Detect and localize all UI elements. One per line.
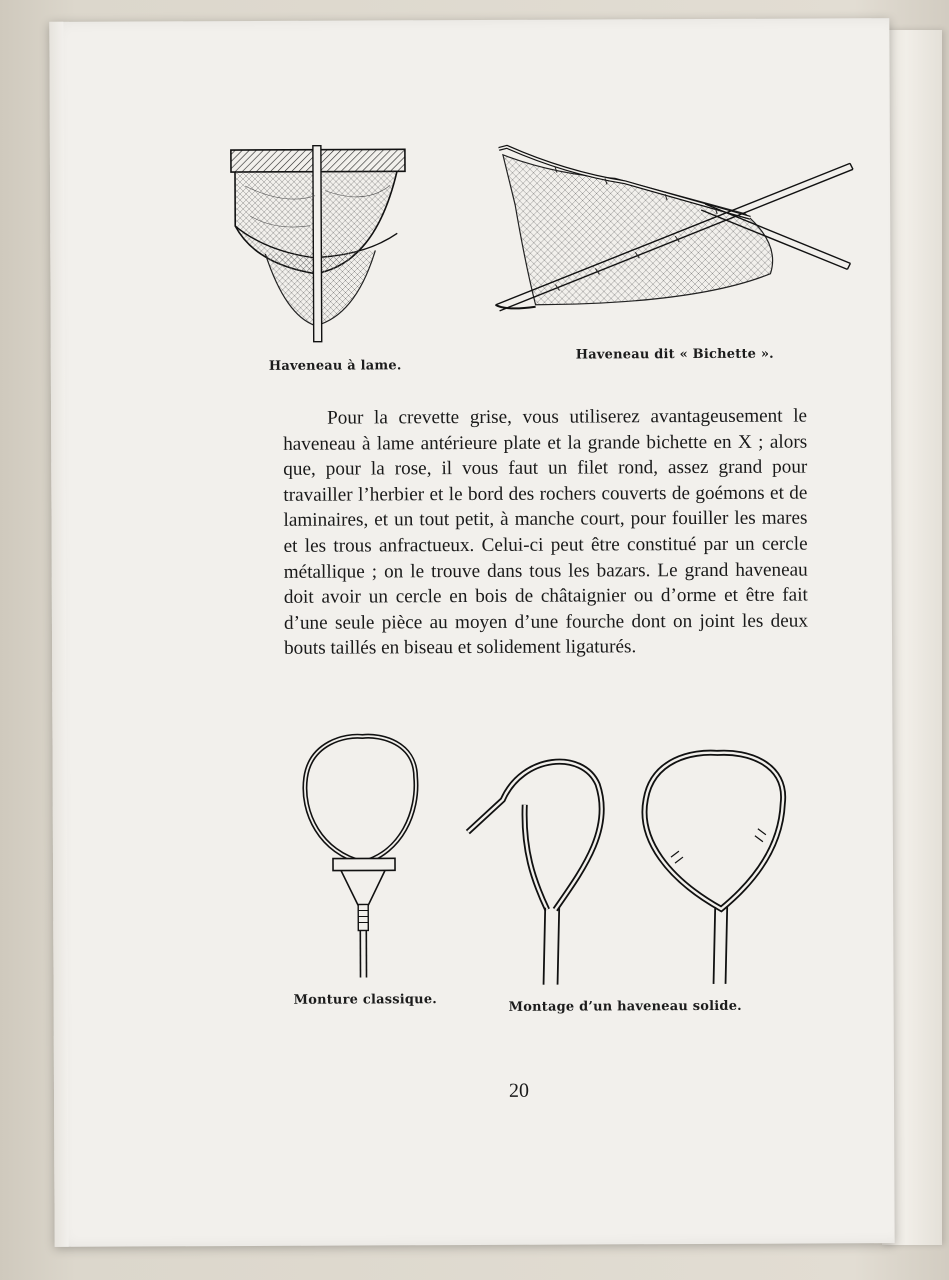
body-paragraph: Pour la crevette grise, vous utiliserez avantageusement le haveneau à lame antérieure plate et la grande bichette en X ; alors que, pour la rose, il vous faut un filet rond, assez grand pour travailler l’herbier et le bord des rochers couverts de goémons et de laminaires, et un tout petit, à manche court, pour fouiller les mares et les trous anfractueux. Celui-ci peut être constitué par un cercle métallique ; on le trouve dans tous les bazars. Le grand haveneau doit avoir un cercle en bois de châtaignier ou d’orme et être fait d’une seule pièce au moyen d’une fourche dont on joint les deux bouts taillés en biseau et solidement ligaturés. (283, 405, 808, 660)
caption-monture-classique: Monture classique. (293, 992, 438, 1008)
montage-solide-illustration (462, 739, 793, 990)
haveneau-bichette-illustration (495, 143, 856, 315)
caption-haveneau-bichette: Haveneau dit « Bichette ». (575, 346, 774, 363)
book-page (49, 18, 894, 1247)
page-number: 20 (508, 1079, 530, 1102)
caption-haveneau-lame: Haveneau à lame. (268, 358, 402, 374)
caption-montage-solide: Montage d’un haveneau solide. (508, 998, 742, 1015)
haveneau-lame-illustration (225, 145, 411, 346)
monture-classique-illustration (300, 732, 421, 978)
